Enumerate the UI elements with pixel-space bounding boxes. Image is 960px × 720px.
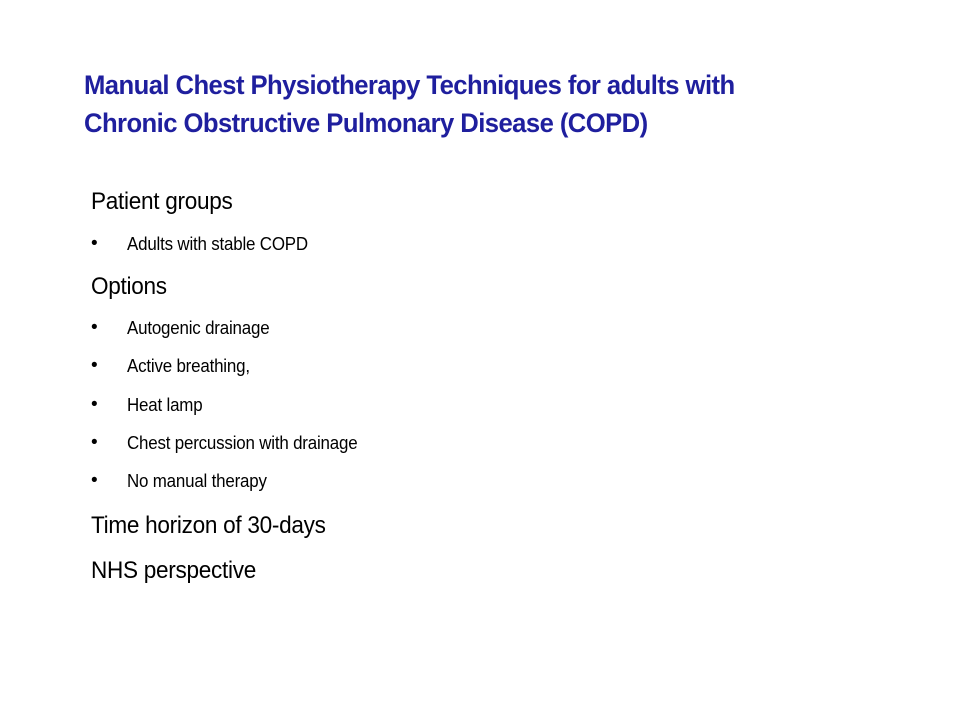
section-heading-patient-groups: Patient groups xyxy=(91,188,233,215)
section-heading-perspective: NHS perspective xyxy=(91,557,257,584)
bullet-text: No manual therapy xyxy=(127,471,267,491)
section-heading-time-horizon: Time horizon of 30-days xyxy=(91,512,326,539)
bullet-icon: • xyxy=(91,470,98,491)
bullet-icon: • xyxy=(91,355,98,376)
section-heading-options: Options xyxy=(91,273,167,300)
bullet-text: Autogenic drainage xyxy=(127,318,270,338)
slide-title-line: Manual Chest Physiotherapy Techniques for adults with xyxy=(84,70,735,100)
bullet-icon: • xyxy=(91,394,98,415)
slide-title-line: Chronic Obstructive Pulmonary Disease (COPD) xyxy=(84,108,648,138)
bullet-icon: • xyxy=(91,432,98,453)
bullet-icon: • xyxy=(91,233,98,254)
bullet-text: Active breathing, xyxy=(127,356,250,376)
bullet-text: Chest percussion with drainage xyxy=(127,433,358,453)
bullet-text: Adults with stable COPD xyxy=(127,234,308,254)
bullet-text: Heat lamp xyxy=(127,395,203,415)
bullet-icon: • xyxy=(91,317,98,338)
